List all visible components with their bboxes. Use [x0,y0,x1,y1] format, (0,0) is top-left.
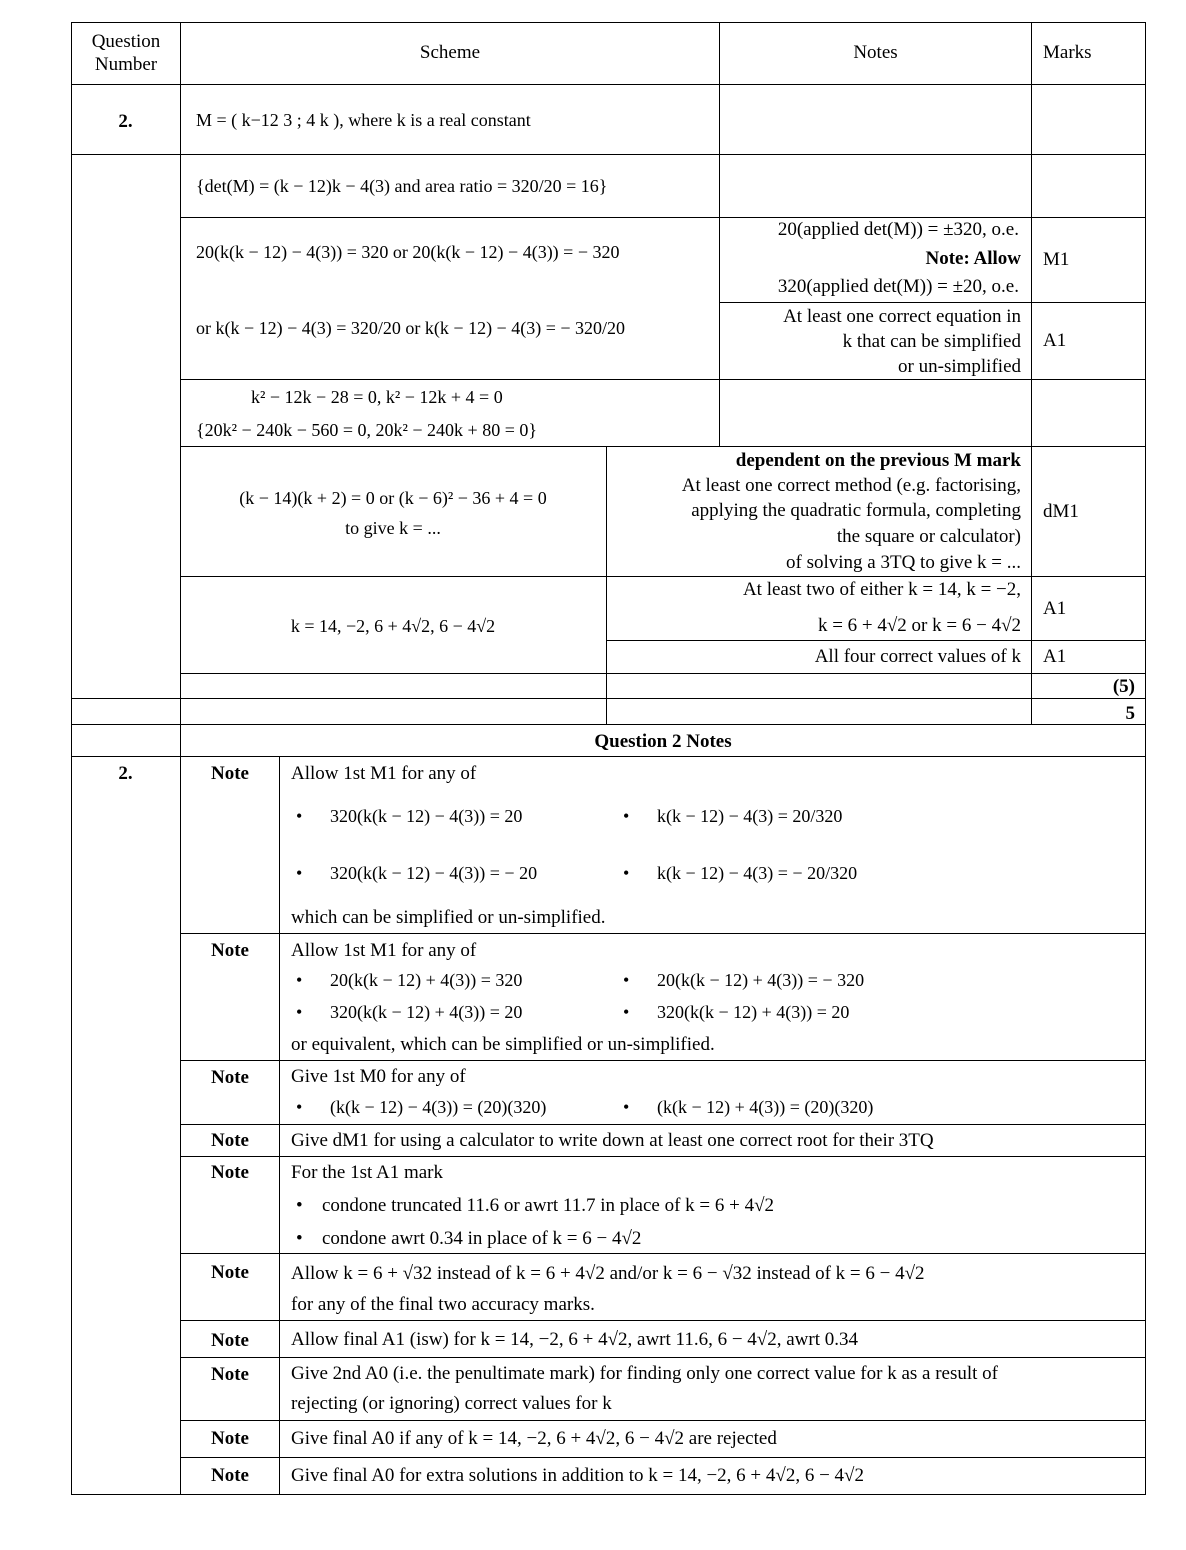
note-label: Note [211,1465,249,1486]
note9-text: Give final A0 if any of k = 14, −2, 6 + 4√2, 6 − 4√2 are rejected [291,1428,777,1449]
hline [71,698,1146,699]
step4-note-1: dependent on the previous M mark [735,450,1021,471]
question-number: 2. [118,111,133,132]
note8-line-2: rejecting (or ignoring) correct values for k [291,1393,612,1414]
step2-note-2: k that can be simplified [842,331,1021,352]
total: 5 [1125,703,1135,724]
hline [606,640,1146,641]
note2-bullet-2-text: 20(k(k − 12) + 4(3)) = − 320 [657,970,865,990]
step2-scheme: or k(k − 12) − 4(3) = 320/20 or k(k − 12) − 4(3) = − 320/20 [196,318,626,338]
step2-note-1: At least one correct equation in [783,306,1021,327]
note2-intro: Allow 1st M1 for any of [291,940,477,961]
header-question-number: Question Number [91,31,161,75]
hline [71,154,1146,155]
hline [180,379,1146,380]
col-sep-notes-upper [719,22,720,446]
step2-mark: A1 [1043,330,1067,351]
step4-mark: dM1 [1043,501,1079,522]
note5-bullet-1: • condone truncated 11.6 or awrt 11.7 in place of k = 6 + 4√2 [296,1195,775,1216]
note1-bullet-2-text: k(k − 12) − 4(3) = 20/320 [657,806,843,826]
hline [180,1357,1146,1358]
note5-intro: For the 1st A1 mark [291,1162,443,1183]
note1-bullet-4: • k(k − 12) − 4(3) = − 20/320 [623,863,858,883]
step1-note-3: 320(applied det(M)) = ±20, o.e. [777,276,1019,297]
note10-text: Give final A0 for extra solutions in addition to k = 14, −2, 6 + 4√2, 6 − 4√2 [291,1465,864,1486]
hline [180,1156,1146,1157]
step3-line-2: {20k² − 240k − 560 = 0, 20k² − 240k + 80 = 0} [196,420,537,440]
notes-question-number: 2. [118,763,133,784]
note4-text: Give dM1 for using a calculator to write down at least one correct root for their 3TQ [291,1130,934,1151]
note-label: Note [211,1330,249,1351]
note1-bullet-3-text: 320(k(k − 12) − 4(3)) = − 20 [330,863,538,883]
hline [180,1457,1146,1458]
step5-note-a2: k = 6 + 4√2 or k = 6 − 4√2 [817,615,1021,636]
note-label: Note [211,940,249,961]
note6-line-1: Allow k = 6 + √32 instead of k = 6 + 4√2 and/or k = 6 − √32 instead of k = 6 − 4√2 [291,1263,925,1284]
note2-bullet-3-text: 320(k(k − 12) + 4(3)) = 20 [330,1002,523,1022]
note2-bullet-3: • 320(k(k − 12) + 4(3)) = 20 [296,1002,523,1022]
note3-bullet-1-text: (k(k − 12) − 4(3)) = (20)(320) [330,1097,547,1117]
step3-line-1: k² − 12k − 28 = 0, k² − 12k + 4 = 0 [251,387,503,407]
step1-mark: M1 [1043,249,1070,270]
note5-bullet-1-text: condone truncated 11.6 or awrt 11.7 in place of k = 6 + 4√2 [322,1195,775,1216]
note1-bullet-1: • 320(k(k − 12) − 4(3)) = 20 [296,806,523,826]
step4-line-2: to give k = ... [345,518,441,538]
hline [180,1253,1146,1254]
border-top [71,22,1146,23]
header-notes: Notes [853,42,898,63]
step4-note-5: of solving a 3TQ to give k = ... [786,552,1021,573]
hline [71,724,1146,725]
note1-bullet-2: • k(k − 12) − 4(3) = 20/320 [623,806,843,826]
note2-bullet-4: • 320(k(k − 12) + 4(3)) = 20 [623,1002,850,1022]
note3-intro: Give 1st M0 for any of [291,1066,466,1087]
hline [180,446,1146,447]
note2-bullet-1: • 20(k(k − 12) + 4(3)) = 320 [296,970,523,990]
step5-scheme: k = 14, −2, 6 + 4√2, 6 − 4√2 [290,616,496,636]
step2-note-3: or un-simplified [898,356,1021,377]
col-sep-notes-lower [606,446,607,725]
note-label: Note [211,1364,249,1385]
note1-bullet-4-text: k(k − 12) − 4(3) = − 20/320 [657,863,858,883]
hline [180,1124,1146,1125]
note8-line-1: Give 2nd A0 (i.e. the penultimate mark) for finding only one correct value for k as a result of [291,1363,998,1384]
step5-note-a1: At least two of either k = 14, k = −2, [742,579,1021,600]
note2-bullet-1-text: 20(k(k − 12) + 4(3)) = 320 [330,970,523,990]
step1-scheme: 20(k(k − 12) − 4(3)) = 320 or 20(k(k − 12) − 4(3)) = − 320 [196,242,620,262]
step4-line-1: (k − 14)(k + 2) = 0 or (k − 6)² − 36 + 4 = 0 [239,488,547,508]
det-line: {det(M) = (k − 12)k − 4(3) and area ratio = 320/20 = 16} [196,176,608,196]
note3-bullet-2: • (k(k − 12) + 4(3)) = (20)(320) [623,1097,874,1117]
hline [719,302,1146,303]
note2-bullet-2: • 20(k(k − 12) + 4(3)) = − 320 [623,970,865,990]
note2-bullet-4-text: 320(k(k − 12) + 4(3)) = 20 [657,1002,850,1022]
note-label: Note [211,1262,249,1283]
note1-outro: which can be simplified or un-simplified. [291,907,606,928]
note-label: Note [211,1162,249,1183]
step5-mark-a: A1 [1043,598,1067,619]
header-scheme: Scheme [419,42,481,63]
border-bottom [71,1494,1146,1495]
note6-line-2: for any of the final two accuracy marks. [291,1294,595,1315]
note1-bullet-1-text: 320(k(k − 12) − 4(3)) = 20 [330,806,523,826]
subtotal: (5) [1112,676,1135,697]
col-sep-marks [1031,22,1032,725]
step1-note-2: Note: Allow [925,248,1021,269]
hline [180,933,1146,934]
note3-bullet-2-text: (k(k − 12) + 4(3)) = (20)(320) [657,1097,874,1117]
note3-bullet-1: • (k(k − 12) − 4(3)) = (20)(320) [296,1097,547,1117]
note5-bullet-2-text: condone awrt 0.34 in place of k = 6 − 4√2 [322,1228,642,1249]
border-left [71,22,72,1495]
hline [180,673,1146,674]
note5-bullet-2: • condone awrt 0.34 in place of k = 6 − 4√2 [296,1228,642,1249]
hline [180,1060,1146,1061]
notes-title: Question 2 Notes [594,731,732,752]
note-label: Note [211,1130,249,1151]
hline [71,756,1146,757]
border-right [1145,22,1146,1495]
hline [180,1420,1146,1421]
step4-note-4: the square or calculator) [836,526,1021,547]
step4-note-3: applying the quadratic formula, completing [691,500,1021,521]
note1-bullet-3: • 320(k(k − 12) − 4(3)) = − 20 [296,863,538,883]
step1-note-1: 20(applied det(M)) = ±320, o.e. [777,219,1019,240]
step4-note-2: At least one correct method (e.g. factorising, [681,475,1021,496]
step5-mark-b: A1 [1043,646,1067,667]
header-marks: Marks [1043,42,1092,63]
note1-intro: Allow 1st M1 for any of [291,763,477,784]
hline [180,576,1146,577]
col-sep-note-label [279,756,280,1495]
note-label: Note [211,1428,249,1449]
hline [71,84,1146,85]
question-statement: M = ( k−12 3 ; 4 k ), where k is a real constant [196,110,531,130]
hline [180,1320,1146,1321]
note-label: Note [211,763,249,784]
step5-note-b: All four correct values of k [814,646,1021,667]
note7-text: Allow final A1 (isw) for k = 14, −2, 6 + 4√2, awrt 11.6, 6 − 4√2, awrt 0.34 [291,1329,858,1350]
note-label: Note [211,1067,249,1088]
note2-outro: or equivalent, which can be simplified or un-simplified. [291,1034,715,1055]
